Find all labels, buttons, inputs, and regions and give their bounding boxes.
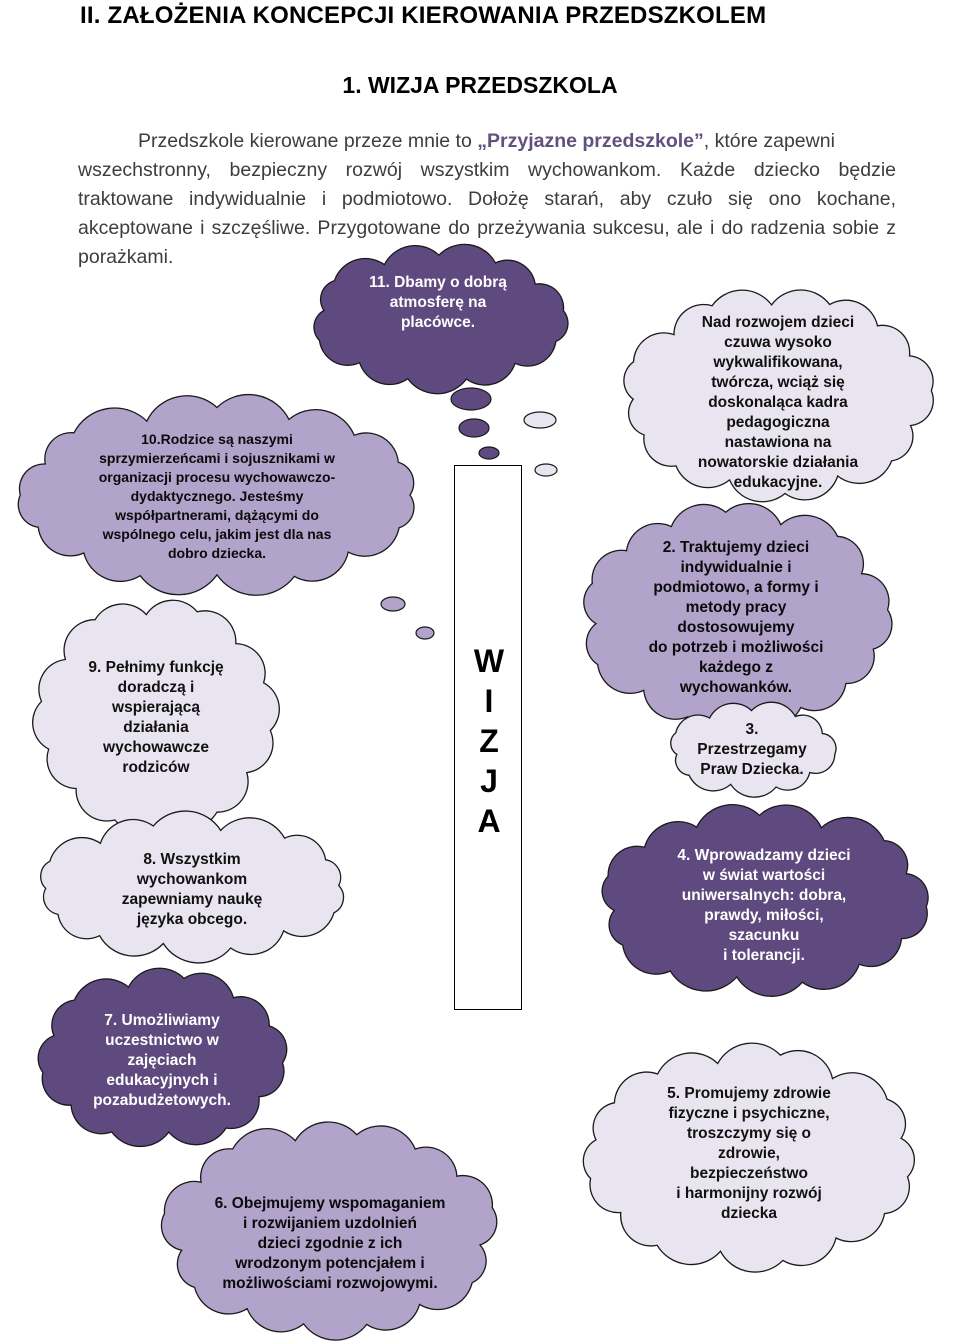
cloud-text-line: pedagogiczna [726, 414, 830, 431]
cloud-text-line: języka obcego. [136, 911, 248, 928]
thought-bubble [381, 597, 405, 611]
cloud-text-line: zapewniamy naukę [121, 891, 263, 908]
vision-column [454, 465, 522, 1010]
cloud-text-c6 [170, 1194, 490, 1294]
cloud-text-line: uniwersalnych: dobra, [681, 887, 847, 904]
cloud-text-line: i harmonijny rozwój [676, 1185, 822, 1202]
cloud-text-c9 [56, 658, 256, 778]
cloud-text-line: dziecka [720, 1205, 777, 1222]
cloud-text-line: dydaktycznego. Jesteśmy [130, 488, 304, 504]
cloud-text-line: dzieci zgodnie z ich [257, 1235, 403, 1252]
section-heading: II. ZAŁOŻENIA KONCEPCJI KIEROWANIA PRZEDSZKOLEM [80, 2, 767, 29]
cloud-text-c3 [662, 720, 842, 780]
cloud-text-line: Przestrzegamy [697, 741, 807, 758]
thought-bubble [459, 419, 489, 437]
thought-bubble [416, 627, 434, 639]
cloud-text-line: fizyczne i psychiczne, [668, 1105, 830, 1122]
cloud-text-line: twórcza, wciąż się [711, 374, 845, 391]
cloud-text-line: wychowanków. [679, 679, 793, 696]
cloud-text-line: 10.Rodzice są naszymi [141, 431, 293, 447]
cloud-text-line: rodziców [122, 759, 190, 776]
vision-letter: A [477, 803, 501, 839]
cloud-text-line: edukacyjnych i [106, 1072, 218, 1089]
cloud-text-line: Praw Dziecka. [700, 761, 804, 778]
cloud-text-line: wrodzonym potencjałem i [235, 1255, 425, 1272]
cloud-text-c11 [328, 273, 548, 333]
vision-letter: Z [479, 723, 499, 759]
cloud-text-line: czuwa wysoko [724, 334, 832, 351]
cloud-text-line: wychowankom [136, 871, 248, 888]
cloud-text-line: 11. Dbamy o dobrą [369, 274, 507, 291]
cloud-text-line: doradczą i [117, 679, 195, 696]
cloud-text-line: uczestnictwo w [105, 1032, 219, 1049]
cloud-text-c5 [624, 1084, 874, 1224]
vision-letter: J [480, 763, 498, 799]
intro-text-end: , które zapewni [703, 130, 835, 152]
cloud-text-line: prawdy, miłości, [704, 907, 824, 924]
intro-text-rest: wszechstronny, bezpieczny rozwój wszystkim wychowankom. Każde dziecko będzie traktowane indywidualnie i podmiotowo. Dołożę starań, aby czuło się ono kochane, akceptowane i szczęśliwe. Przygotowane do przeżywania sukcesu, ale i do radzenia sobie z porażkami. [78, 159, 896, 268]
cloud-text-line: 6. Obejmujemy wspomaganiem [214, 1195, 446, 1212]
cloud-text-line: Nad rozwojem dzieci [701, 314, 855, 331]
thought-bubble [535, 464, 557, 476]
cloud-text-line: 5. Promujemy zdrowie [667, 1085, 831, 1102]
vision-subheading: 1. WIZJA PRZEDSZKOLA [342, 72, 618, 98]
cloud-text-line: wspólnego celu, jakim jest dla nas [102, 526, 332, 542]
cloud-text-line: działania [123, 719, 189, 736]
cloud-text-line: w świat wartości [702, 867, 826, 884]
cloud-text-line: doskonaląca kadra [708, 394, 848, 411]
cloud-text-line: każdego z [698, 659, 774, 676]
cloud-text-line: 3. [745, 721, 759, 738]
cloud-text-line: dobro dziecka. [167, 545, 267, 561]
cloud-text-line: troszczymy się o [686, 1125, 812, 1142]
cloud-text-line: nastawiona na [724, 434, 832, 451]
cloud-text-line: sprzymierzeńcami i sojusznikami w [99, 450, 335, 466]
cloud-text-line: 9. Pełnimy funkcję [88, 659, 224, 676]
cloud-text-line: 4. Wprowadzamy dzieci [677, 847, 851, 864]
cloud-text-line: nowatorskie działania [697, 454, 859, 471]
cloud-text-c4 [639, 846, 889, 966]
cloud-text-line: bezpieczeństwo [690, 1165, 808, 1182]
cloud-text-line: wykwalifikowana, [713, 354, 843, 371]
thought-bubble [524, 412, 556, 428]
cloud-text-line: edukacyjne. [733, 474, 823, 491]
cloud-text-line: zajęciach [127, 1052, 197, 1069]
cloud-text-line: placówce. [400, 314, 476, 331]
cloud-text-line: 2. Traktujemy dzieci [662, 539, 810, 556]
cloud-text-line: 7. Umożliwiamy [104, 1012, 220, 1029]
cloud-text-line: zdrowie, [717, 1145, 780, 1162]
cloud-text-line: i tolerancji. [723, 947, 805, 964]
cloud-text-line: pozabudżetowych. [93, 1092, 231, 1109]
thought-bubble [479, 447, 499, 459]
cloud-text-line: 8. Wszystkim [143, 851, 241, 868]
cloud-text-line: wychowawcze [103, 739, 209, 756]
cloud-text-line: i rozwijaniem uzdolnień [243, 1215, 417, 1232]
cloud-text-line: możliwościami rozwojowymi. [222, 1275, 438, 1292]
cloud-text-line: atmosferę na [389, 294, 487, 311]
cloud-text-c7 [42, 1011, 282, 1111]
cloud-text-line: indywidualnie i [680, 559, 792, 576]
cloud-text-line: do potrzeb i możliwości [648, 639, 824, 656]
thought-bubble [451, 388, 491, 410]
cloud-text-line: dostosowujemy [677, 619, 795, 636]
cloud-text-line: współpartnerami, dążącymi do [115, 507, 319, 523]
cloud-text-staff [658, 313, 898, 493]
cloud-text-c10 [72, 430, 362, 563]
cloud-text-line: podmiotowo, a formy i [653, 579, 819, 596]
cloud-text-c8 [82, 850, 302, 930]
vision-letter: W [473, 643, 505, 679]
vision-letter: I [484, 683, 494, 719]
cloud-text-line: wspierającą [112, 699, 200, 716]
cloud-text-line: szacunku [728, 927, 800, 944]
cloud-text-c2 [621, 538, 851, 698]
intro-text-start: Przedszkole kierowane przeze mnie to [138, 130, 478, 152]
kindergarten-name: „Przyjazne przedszkole” [477, 130, 704, 152]
cloud-text-line: metody pracy [685, 599, 787, 616]
cloud-text-line: organizacji procesu wychowawczo- [98, 469, 336, 485]
